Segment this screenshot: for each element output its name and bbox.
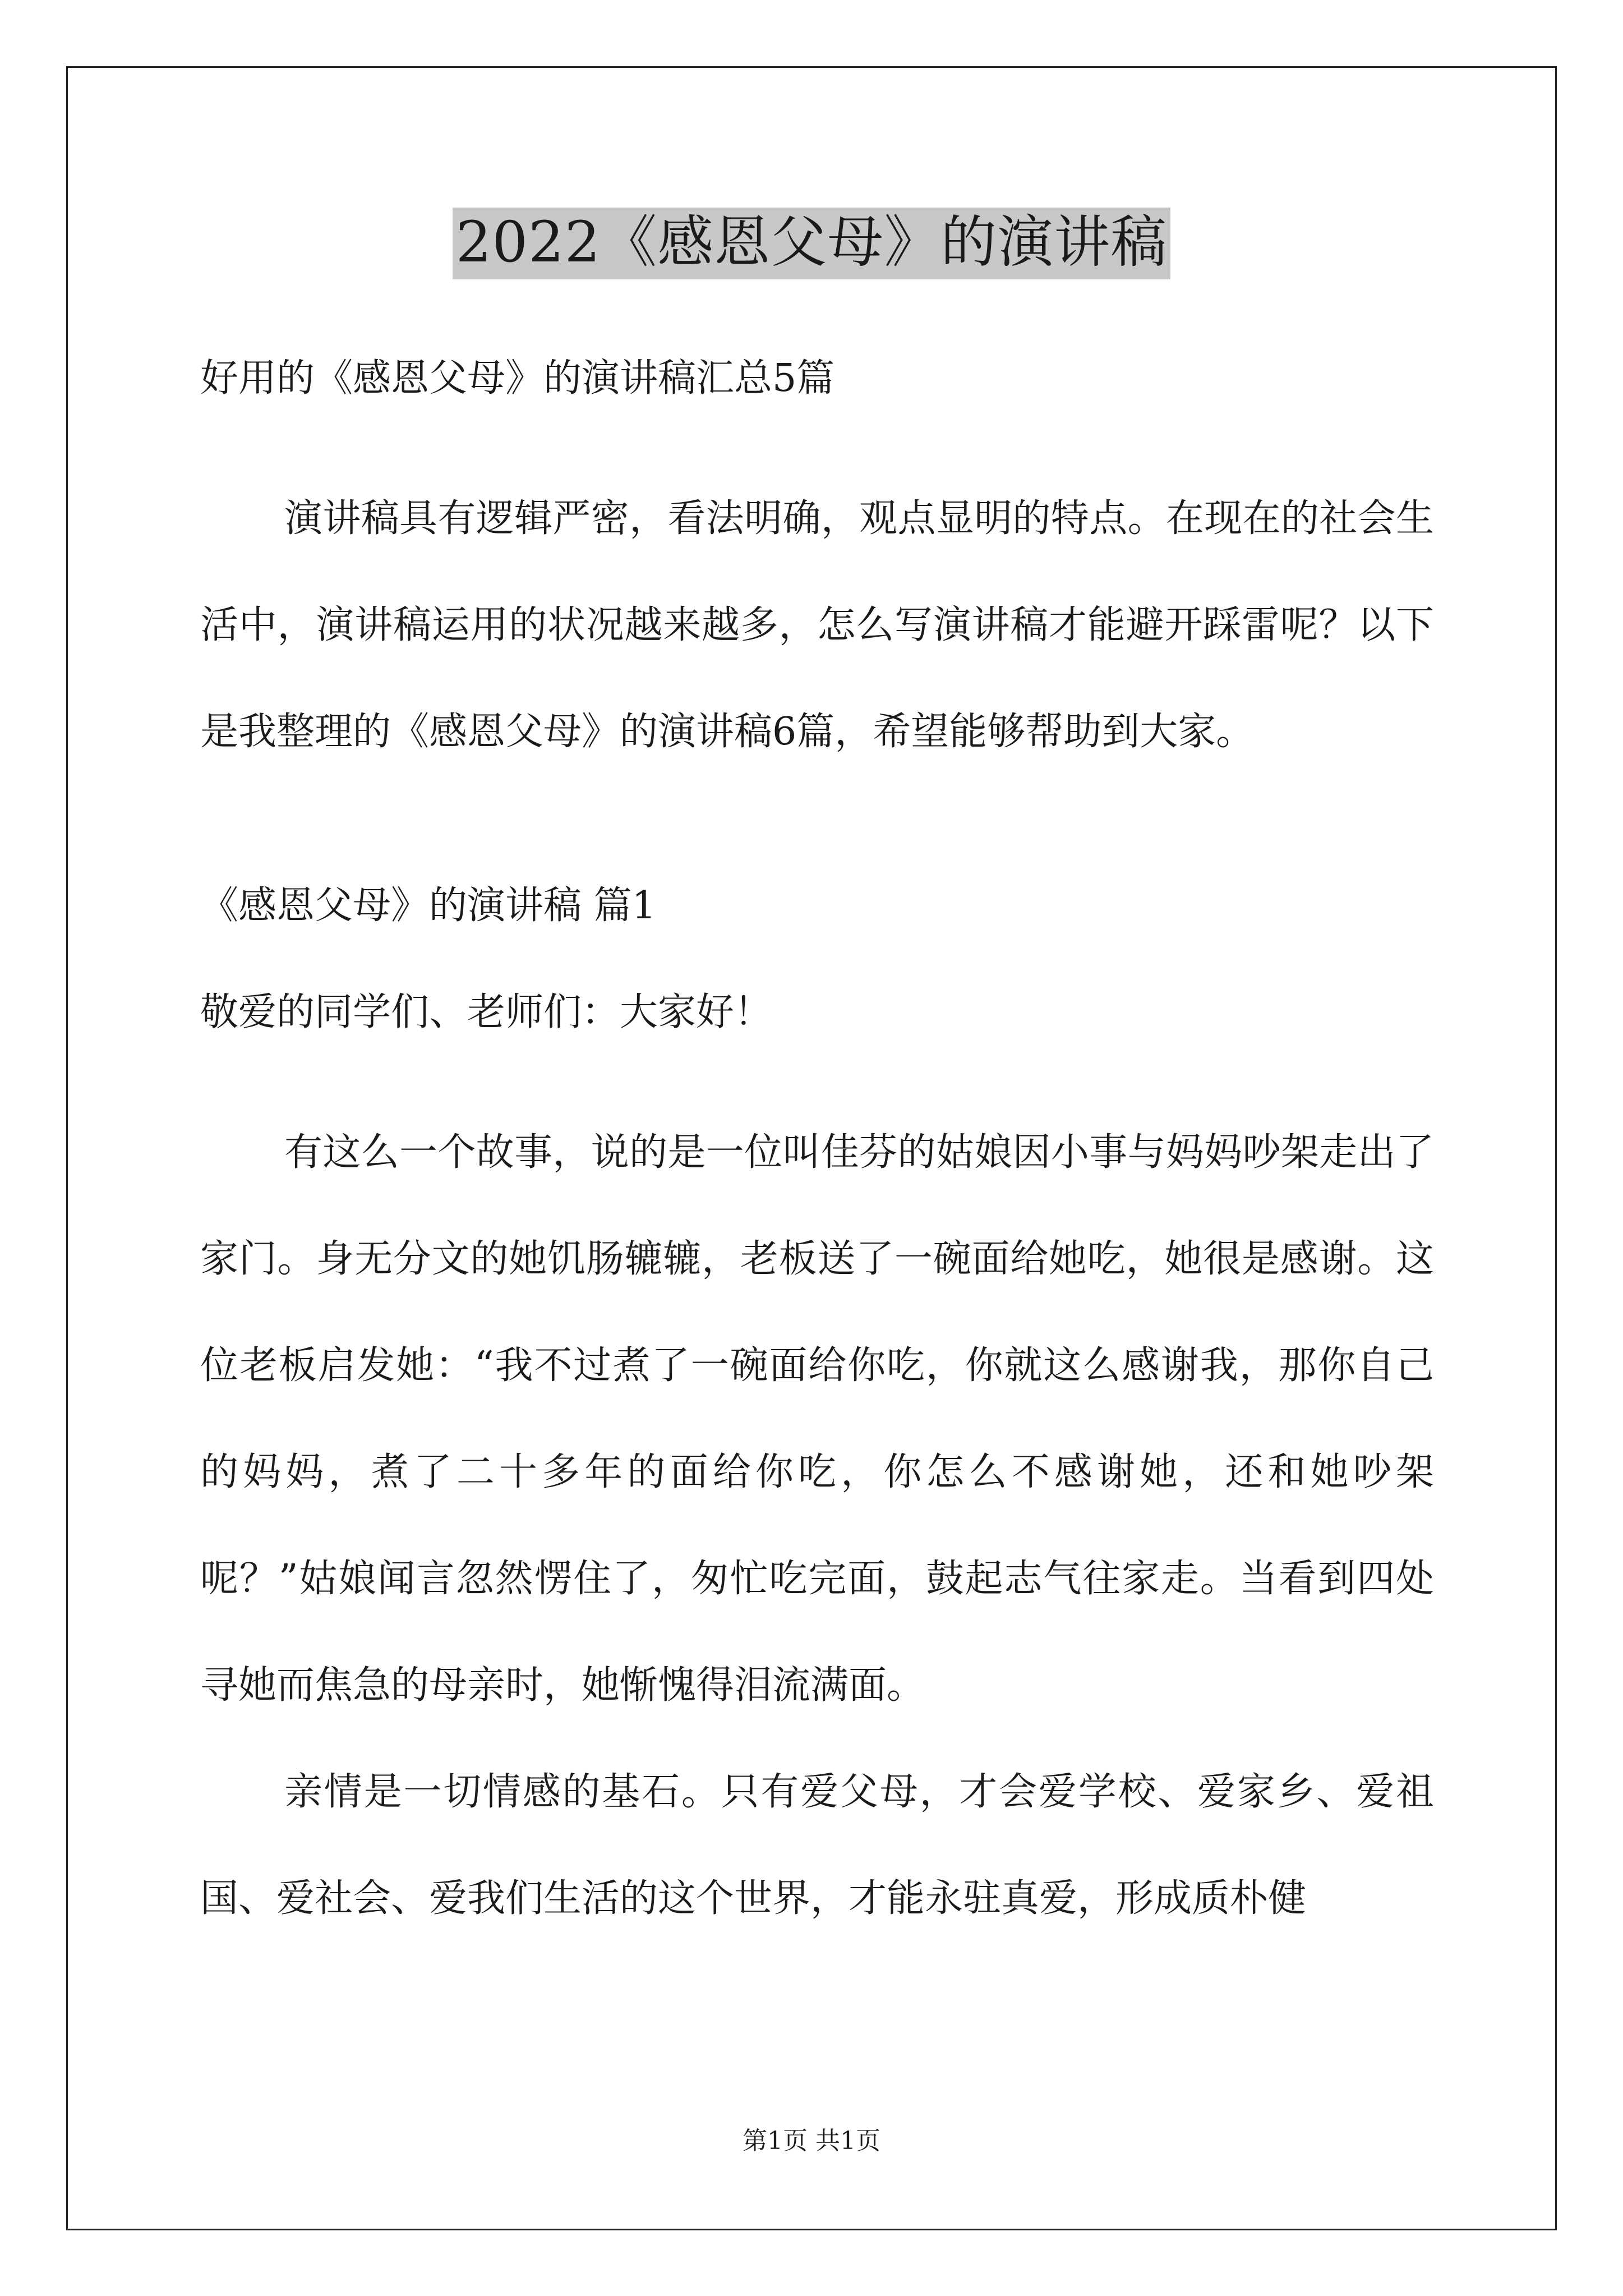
family-paragraph: 亲情是一切情感的基石。只有爱父母，才会爱学校、爱家乡、爱祖国、爱社会、爱我们生活的这个世界，才能永驻真爱，形成质朴健: [200, 1770, 1434, 1921]
greeting: 敬爱的同学们、老师们：大家好！: [200, 990, 773, 1034]
section-spacer: [200, 785, 1434, 886]
intro-paragraph: 演讲稿具有逻辑严密，看法明确，观点显明的特点。在现在的社会生活中，演讲稿运用的状况越来越多，怎么写演讲稿才能避开踩雷呢？以下是我整理的《感恩父母》的演讲稿6篇，希望能够帮助到大家。: [200, 496, 1434, 754]
document-body: [200, 356, 1434, 1952]
document-title-block: [0, 208, 1623, 279]
story-paragraph: 有这么一个故事，说的是一位叫佳芬的姑娘因小事与妈妈吵架走出了家门。身无分文的她饥肠辘辘，老板送了一碗面给她吃，她很是感谢。这位老板启发她：“我不过煮了一碗面给你吃，你就这么感谢我，那你自己的妈妈，煮了二十多年的面给你吃，你怎么不感谢她，还和她吵架呢？”姑娘闻言忽然愣住了，匆忙吃完面，鼓起志气往家走。当看到四处寻她而焦急的母亲时，她惭愧得泪流满面。: [200, 1130, 1434, 1708]
page-footer: 第1页 共1页: [743, 2127, 880, 2155]
document-title: 2022《感恩父母》的演讲稿: [453, 208, 1171, 279]
subtitle: 好用的《感恩父母》的演讲稿汇总5篇: [200, 356, 835, 401]
section-heading: 《感恩父母》的演讲稿 篇1: [200, 884, 656, 928]
